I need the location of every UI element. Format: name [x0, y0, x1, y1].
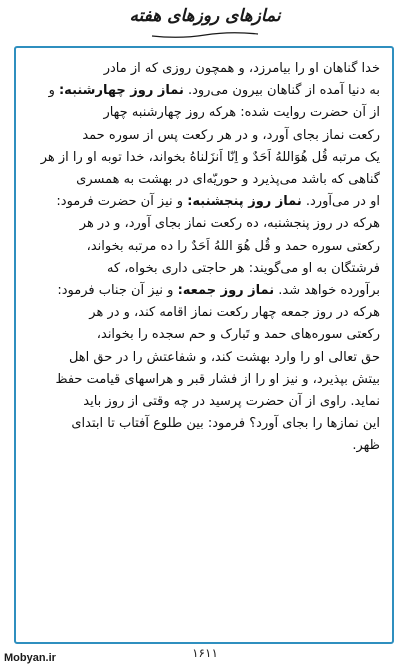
text-line: از آن حضرت روایت شده: هرکه روز چهارشنبه چهار — [103, 105, 380, 121]
text-line: یک مرتبه قُل هُوَاللهُ اَحَدٌ و اِنّا اَنزَلناهُ بخواند، خدا توبه او را از هر — [40, 149, 380, 165]
content-frame — [14, 46, 394, 644]
text-line: خدا گناهان او را بیامرزد، و همچون روزی که از مادر — [103, 61, 380, 76]
body-text — [28, 58, 380, 458]
site-watermark: Mobyan.ir — [4, 652, 56, 664]
title-ornament-icon — [150, 30, 260, 40]
text-line: رکعتی سوره حمد و قُل هُوَ اللهُ اَحَدٌ را ده مرتبه بخواند، — [86, 238, 380, 254]
page-number: ۱۶۱۱ — [192, 646, 218, 660]
page-header — [0, 0, 410, 46]
text-line: ظهر. — [352, 438, 380, 454]
text-line: این نمازها را بجای آورد؟ فرمود: بین طلوع آفتاب تا ابتدای — [71, 416, 380, 432]
section-heading-wednesday: نماز روز چهارشنبه: — [58, 83, 184, 99]
text-line: برآورده خواهد شد. نماز روز جمعه: و نیز آن جناب فرمود: — [57, 283, 380, 299]
text-line: نماید. راوی از آن حضرت پرسید در چه وقتی از روز باید — [83, 394, 380, 410]
section-heading-friday: نماز روز جمعه: — [177, 283, 275, 299]
page-title: نمازهای روزهای هفته — [129, 6, 281, 26]
text-line: گناهی که باشد می‌پذیرد و حوریّه‌ای در بهشت به همسری — [76, 172, 380, 188]
text-line: به دنیا آمده از گناهان بیرون می‌رود. نماز روز چهارشنبه: و — [48, 83, 380, 99]
text-line: هرکه در روز جمعه چهار رکعت نماز اقامه کند، و در هر — [89, 305, 380, 321]
text-line: بیتش بپذیرد، و نیز او را از فشار قبر و هراسهای قیامت حفظ — [55, 371, 380, 387]
text-line: هرکه در روز پنجشنبه، ده رکعت نماز بجای آورد، و در هر — [79, 216, 380, 232]
text-line: حق تعالی او را وارد بهشت کند، و شفاعتش را در حق اهل — [68, 349, 380, 365]
section-heading-thursday: نماز روز پنجشنبه: — [187, 194, 302, 210]
text-line: رکعتی سوره‌های حمد و تَبارک و حم سجده را بخواند، — [96, 327, 380, 343]
text-line: فرشتگان به او می‌گویند: هر حاجتی داری بخواه، که — [106, 260, 380, 276]
text-line: رکعت نماز بجای آورد، و در هر رکعت پس از سوره حمد — [82, 127, 380, 143]
text-line: او در می‌آورد. نماز روز پنجشنبه: و نیز آن حضرت فرمود: — [56, 194, 380, 210]
